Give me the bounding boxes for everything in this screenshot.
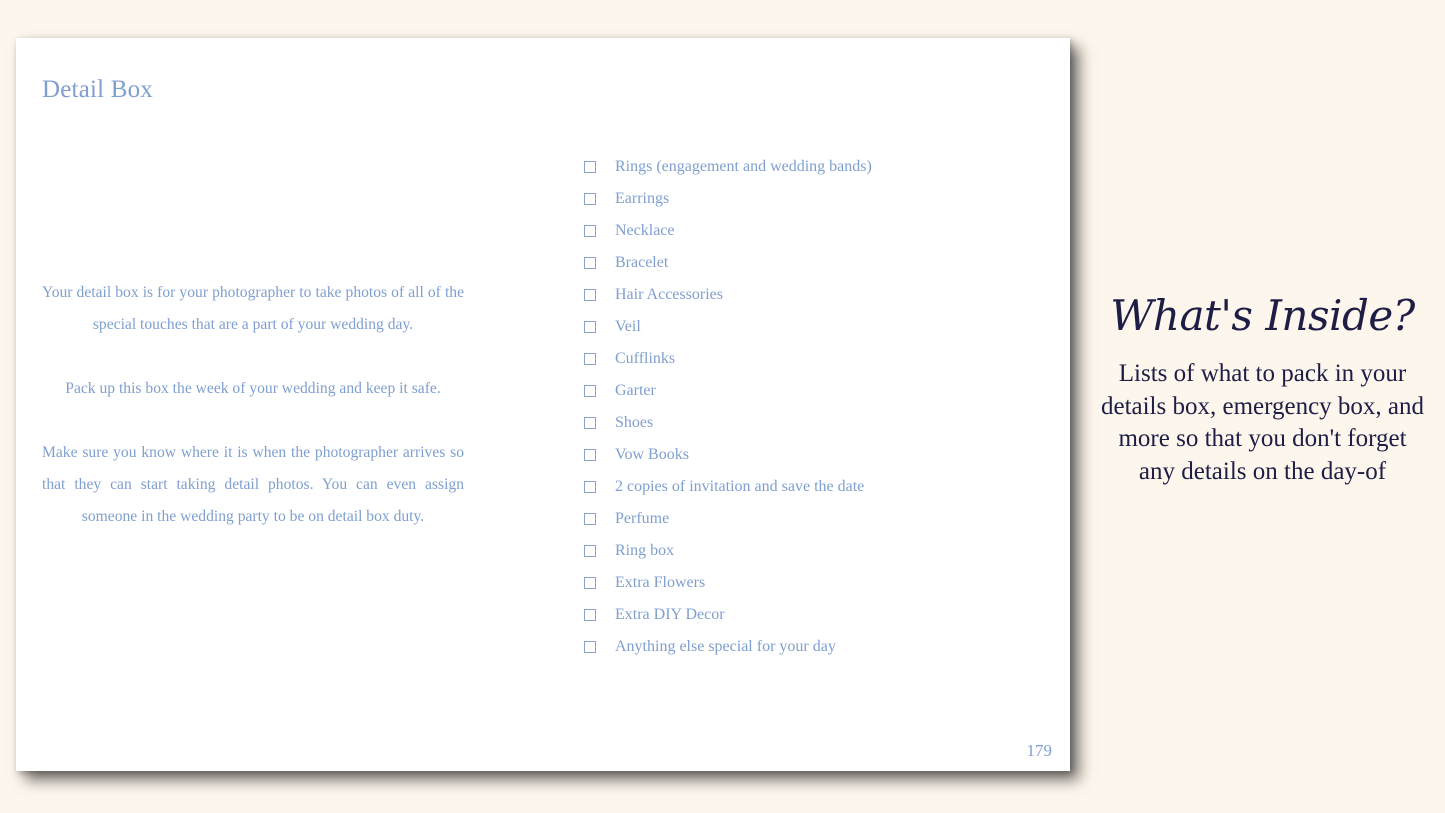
checklist-item[interactable]	[584, 279, 872, 311]
document-page	[16, 38, 1070, 771]
checkbox-icon[interactable]	[584, 545, 596, 557]
checkbox-icon[interactable]	[584, 225, 596, 237]
checklist-item[interactable]	[584, 375, 872, 407]
checklist-item[interactable]	[584, 631, 872, 663]
checklist-item-label: Extra Flowers	[615, 574, 706, 591]
checkbox-icon[interactable]	[584, 481, 596, 493]
checklist-item[interactable]	[584, 151, 872, 183]
checkbox-icon[interactable]	[584, 321, 596, 333]
checklist-item[interactable]	[584, 439, 872, 471]
checklist-item[interactable]	[584, 183, 872, 215]
side-panel	[1100, 288, 1425, 488]
checkbox-icon[interactable]	[584, 193, 596, 205]
checklist-item[interactable]	[584, 215, 872, 247]
checklist-item-label: Bracelet	[615, 254, 669, 271]
checklist-item[interactable]	[584, 471, 872, 503]
checkbox-icon[interactable]	[584, 257, 596, 269]
checkbox-icon[interactable]	[584, 161, 596, 173]
checklist-item-label: Necklace	[615, 222, 675, 239]
checkbox-icon[interactable]	[584, 513, 596, 525]
checkbox-icon[interactable]	[584, 449, 596, 461]
checklist-item-label: Perfume	[615, 510, 670, 527]
checklist-item-label: Vow Books	[615, 446, 689, 463]
intro-paragraph: Your detail box is for your photographer to take photos of all of the special touches that are a part of your wedding day.	[42, 284, 464, 333]
checkbox-icon[interactable]	[584, 289, 596, 301]
intro-text	[42, 277, 464, 533]
checkbox-icon[interactable]	[584, 353, 596, 365]
checklist-item[interactable]	[584, 407, 872, 439]
intro-paragraph: Make sure you know where it is when the photographer arrives so that they can start taking detail photos. You can even assign someone in the wedding party to be on detail box duty.	[42, 444, 464, 525]
checkbox-icon[interactable]	[584, 609, 596, 621]
checklist-item[interactable]	[584, 535, 872, 567]
checklist-item-label: 2 copies of invitation and save the date	[615, 478, 865, 495]
checklist-item-label: Ring box	[615, 542, 675, 559]
checklist-item-label: Cufflinks	[615, 350, 676, 367]
checklist-item[interactable]	[584, 567, 872, 599]
checklist-item-label: Rings (engagement and wedding bands)	[615, 158, 872, 175]
checklist-item[interactable]	[584, 311, 872, 343]
checklist-item[interactable]	[584, 599, 872, 631]
checklist-item-label: Extra DIY Decor	[615, 606, 725, 623]
checkbox-icon[interactable]	[584, 417, 596, 429]
checkbox-icon[interactable]	[584, 577, 596, 589]
page-title: Detail Box	[42, 76, 154, 103]
checklist-item-label: Hair Accessories	[615, 286, 723, 303]
side-heading: What's Inside?	[1110, 291, 1415, 340]
side-description: Lists of what to pack in your details box, emergency box, and more so that you don't forget any details on the day-of	[1100, 360, 1425, 485]
checklist-item-label: Garter	[615, 382, 656, 399]
checklist-item-label: Anything else special for your day	[615, 638, 836, 655]
checklist-item[interactable]	[584, 503, 872, 535]
checklist-item-label: Shoes	[615, 414, 654, 431]
checkbox-icon[interactable]	[584, 641, 596, 653]
checklist-item-label: Earrings	[615, 190, 670, 207]
checklist-item[interactable]	[584, 343, 872, 375]
checkbox-icon[interactable]	[584, 385, 596, 397]
intro-paragraph: Pack up this box the week of your wedding and keep it safe.	[65, 380, 441, 397]
checklist-item-label: Veil	[615, 318, 641, 335]
checklist-item[interactable]	[584, 247, 872, 279]
detail-box-checklist	[584, 151, 872, 663]
page-number: 179	[1026, 741, 1052, 760]
